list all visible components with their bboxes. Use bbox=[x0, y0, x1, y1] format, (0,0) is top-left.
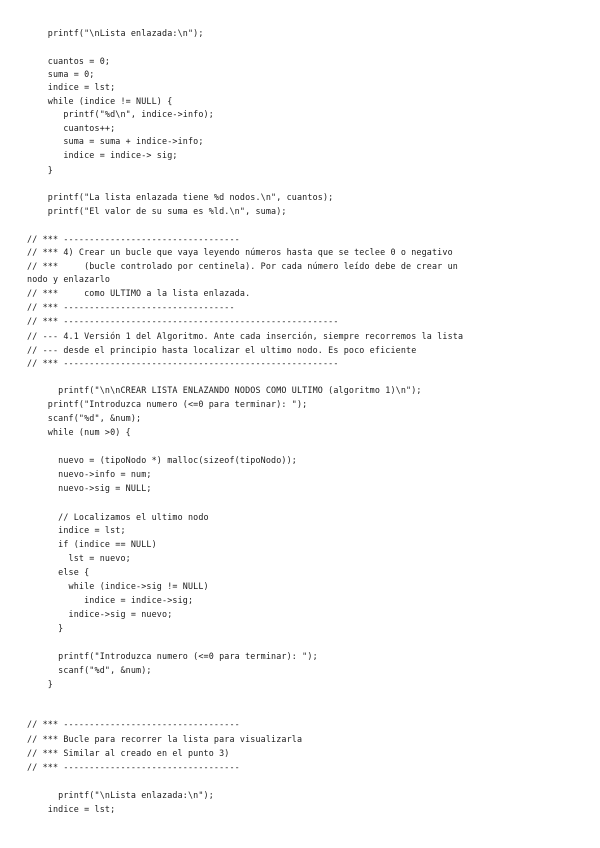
code-line: printf("La lista enlazada tiene %d nodos.\n", cuantos); bbox=[27, 192, 334, 202]
code-line: printf("\nLista enlazada:\n"); bbox=[27, 28, 204, 38]
code-line: nuevo->sig = NULL; bbox=[27, 483, 152, 493]
code-comment-line: // Localizamos el ultimo nodo bbox=[27, 512, 209, 522]
code-line: cuantos++; bbox=[27, 123, 116, 133]
code-comment-line: // *** ----------------------------------------------------- bbox=[27, 358, 339, 368]
code-comment-line: // *** (bucle controlado por centinela). Por cada número leído debe de crear un bbox=[27, 261, 458, 271]
code-line: cuantos = 0; bbox=[27, 56, 111, 66]
code-comment-line: // *** 4) Crear un bucle que vaya leyendo números hasta que se teclee 0 o negativo bbox=[27, 247, 453, 257]
code-line: printf("%d\n", indice->info); bbox=[27, 109, 214, 119]
code-line: while (indice != NULL) { bbox=[27, 96, 173, 106]
code-line: indice = lst; bbox=[27, 804, 116, 814]
code-comment-line: // *** ---------------------------------- bbox=[27, 719, 240, 729]
code-line: if (indice == NULL) bbox=[27, 539, 157, 549]
code-line: else { bbox=[27, 567, 90, 577]
code-line: while (num >0) { bbox=[27, 427, 131, 437]
code-line: indice = lst; bbox=[27, 82, 116, 92]
code-line: printf("El valor de su suma es %ld.\n", suma); bbox=[27, 206, 287, 216]
code-line: indice = lst; bbox=[27, 525, 126, 535]
code-line: suma = suma + indice->info; bbox=[27, 136, 204, 146]
code-line: indice->sig = nuevo; bbox=[27, 609, 173, 619]
code-line: } bbox=[27, 623, 64, 633]
code-line: lst = nuevo; bbox=[27, 553, 131, 563]
code-line: suma = 0; bbox=[27, 69, 95, 79]
code-line: printf("\n\nCREAR LISTA ENLAZANDO NODOS COMO ULTIMO (algoritmo 1)\n"); bbox=[27, 385, 422, 395]
code-line: printf("\nLista enlazada:\n"); bbox=[27, 790, 214, 800]
code-comment-line: // --- desde el principio hasta localizar el ultimo nodo. Es poco eficiente bbox=[27, 345, 417, 355]
code-line: printf("Introduzca numero (<=0 para terminar): "); bbox=[27, 399, 308, 409]
code-comment-line: // *** ---------------------------------- bbox=[27, 234, 240, 244]
code-comment-line: // --- 4.1 Versión 1 del Algoritmo. Ante cada inserción, siempre recorremos la lista bbox=[27, 331, 464, 341]
code-line: nuevo->info = num; bbox=[27, 469, 152, 479]
code-line: } bbox=[27, 679, 53, 689]
code-line: indice = indice-> sig; bbox=[27, 150, 178, 160]
code-line: indice = indice->sig; bbox=[27, 595, 194, 605]
code-comment-line: // *** ---------------------------------- bbox=[27, 762, 240, 772]
code-comment-line: // *** --------------------------------- bbox=[27, 302, 235, 312]
code-line: printf("Introduzca numero (<=0 para terminar): "); bbox=[27, 651, 318, 661]
code-comment-line: // *** Similar al creado en el punto 3) bbox=[27, 748, 230, 758]
code-line: while (indice->sig != NULL) bbox=[27, 581, 209, 591]
code-comment-line: // *** Bucle para recorrer la lista para visualizarla bbox=[27, 734, 303, 744]
code-line: scanf("%d", &num); bbox=[27, 413, 142, 423]
code-comment-line: nodo y enlazarlo bbox=[27, 274, 111, 284]
code-line: scanf("%d", &num); bbox=[27, 665, 152, 675]
code-comment-line: // *** como ULTIMO a la lista enlazada. bbox=[27, 288, 251, 298]
code-line: } bbox=[27, 165, 53, 175]
code-line: nuevo = (tipoNodo *) malloc(sizeof(tipoNodo)); bbox=[27, 455, 297, 465]
code-comment-line: // *** ----------------------------------------------------- bbox=[27, 316, 339, 326]
